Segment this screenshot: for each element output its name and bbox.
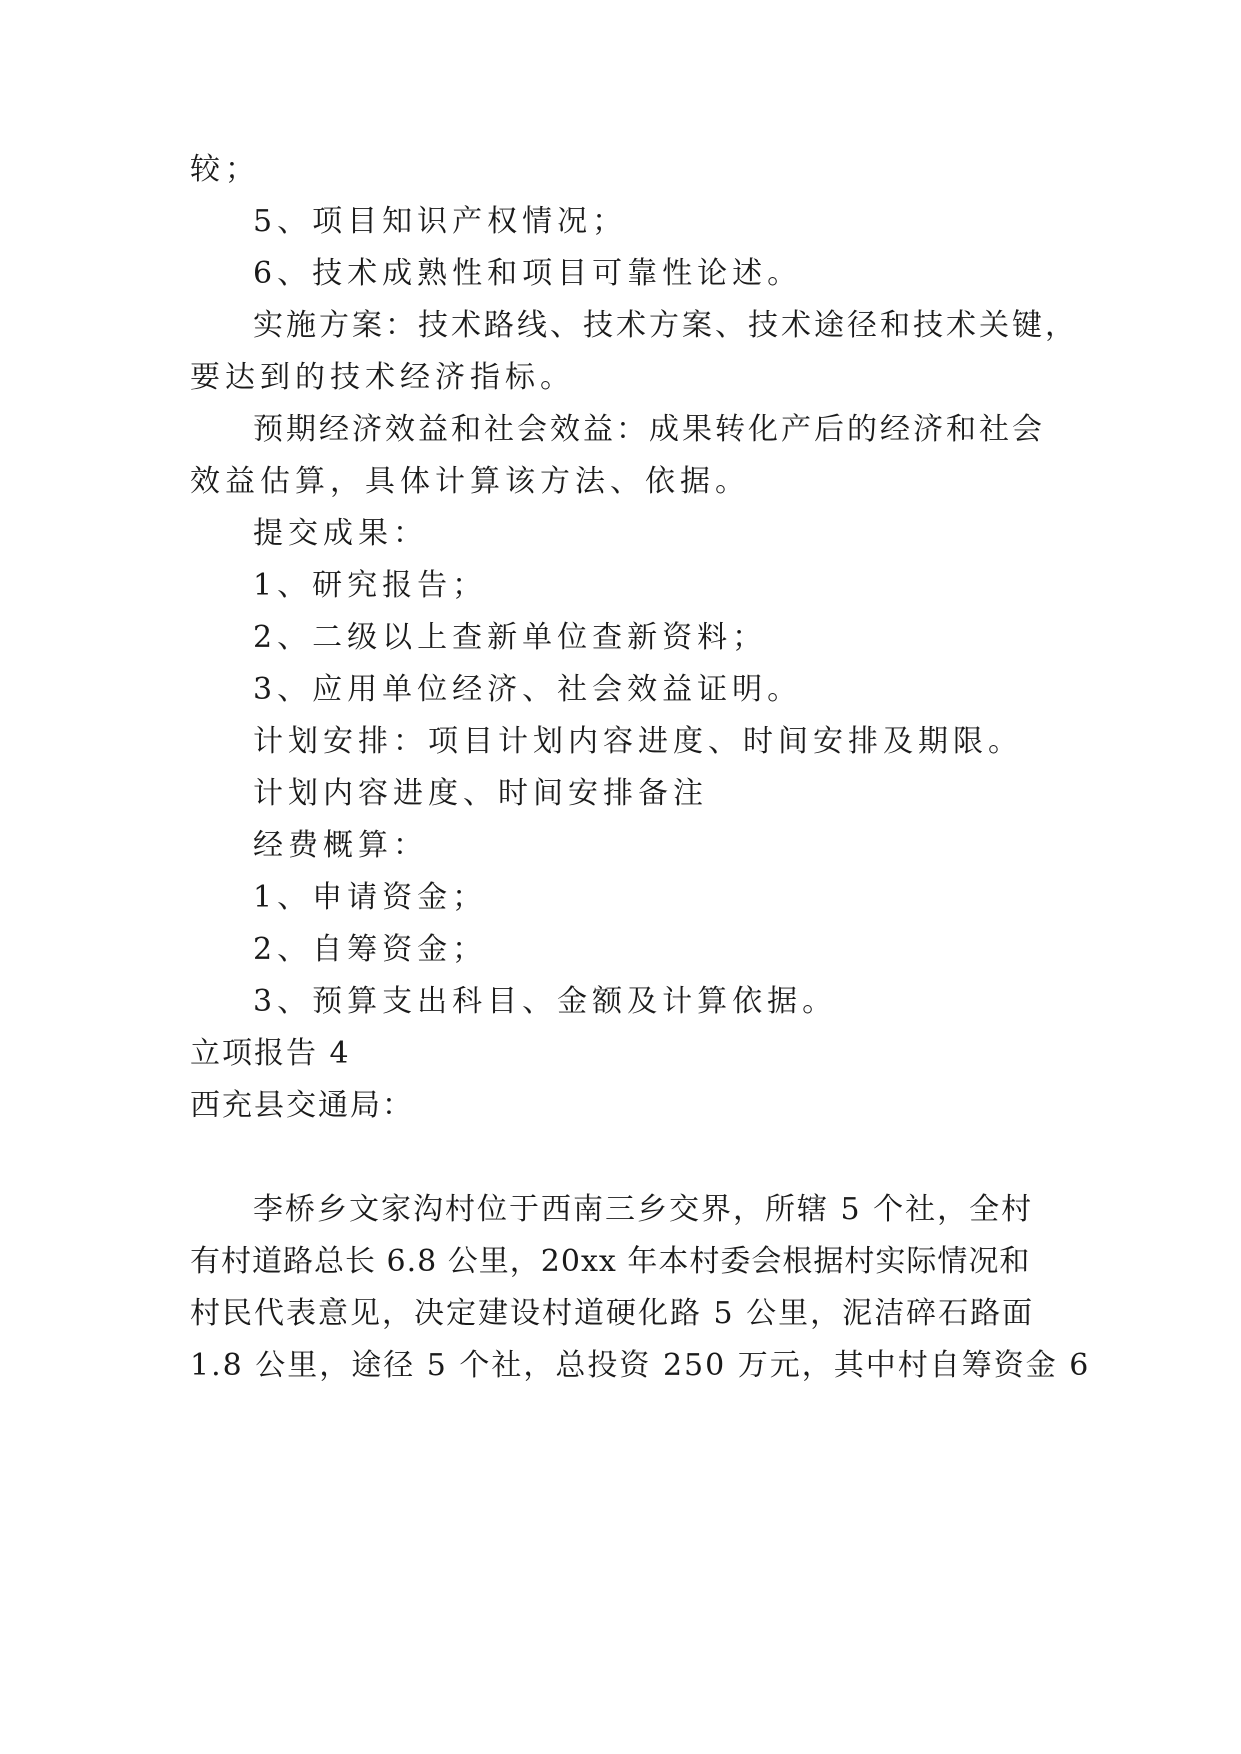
addressee: 西充县交通局： [190,1088,414,1123]
text-line: 1.8 公里，途径 5 个社，总投资 250 万元，其中村自筹资金 6 [190,1348,1091,1383]
text-line: 实施方案：技术路线、技术方案、技术途径和技术关键， [253,308,1078,343]
text-line: 1、申请资金； [253,880,488,915]
text-line: 计划安排：项目计划内容进度、时间安排及期限。 [253,724,1023,759]
text-line: 1、研究报告； [253,568,488,603]
text-line: 提交成果： [253,516,428,551]
text-line: 3、预算支出科目、金额及计算依据。 [253,984,838,1019]
text-line: 3、应用单位经济、社会效益证明。 [253,672,803,707]
text-line: 要达到的技术经济指标。 [190,360,575,395]
text-line: 预期经济效益和社会效益：成果转化产后的经济和社会 [253,412,1045,447]
text-line: 计划内容进度、时间安排备注 [253,776,708,811]
text-line: 效益估算，具体计算该方法、依据。 [190,464,750,499]
text-line: 有村道路总长 6.8 公里，20xx 年本村委会根据村实际情况和 [190,1244,1031,1279]
text-line: 李桥乡文家沟村位于西南三乡交界，所辖 5 个社，全村 [253,1192,1034,1227]
text-line: 2、二级以上查新单位查新资料； [253,620,768,655]
text-line: 5、项目知识产权情况； [253,204,628,239]
section-heading: 立项报告 4 [190,1036,351,1071]
text-line: 村民代表意见，决定建设村道硬化路 5 公里，泥洁碎石路面 [190,1296,1035,1331]
text-line: 较； [190,152,260,187]
text-line: 经费概算： [253,828,428,863]
text-line: 6、技术成熟性和项目可靠性论述。 [253,256,803,291]
text-line: 2、自筹资金； [253,932,488,967]
